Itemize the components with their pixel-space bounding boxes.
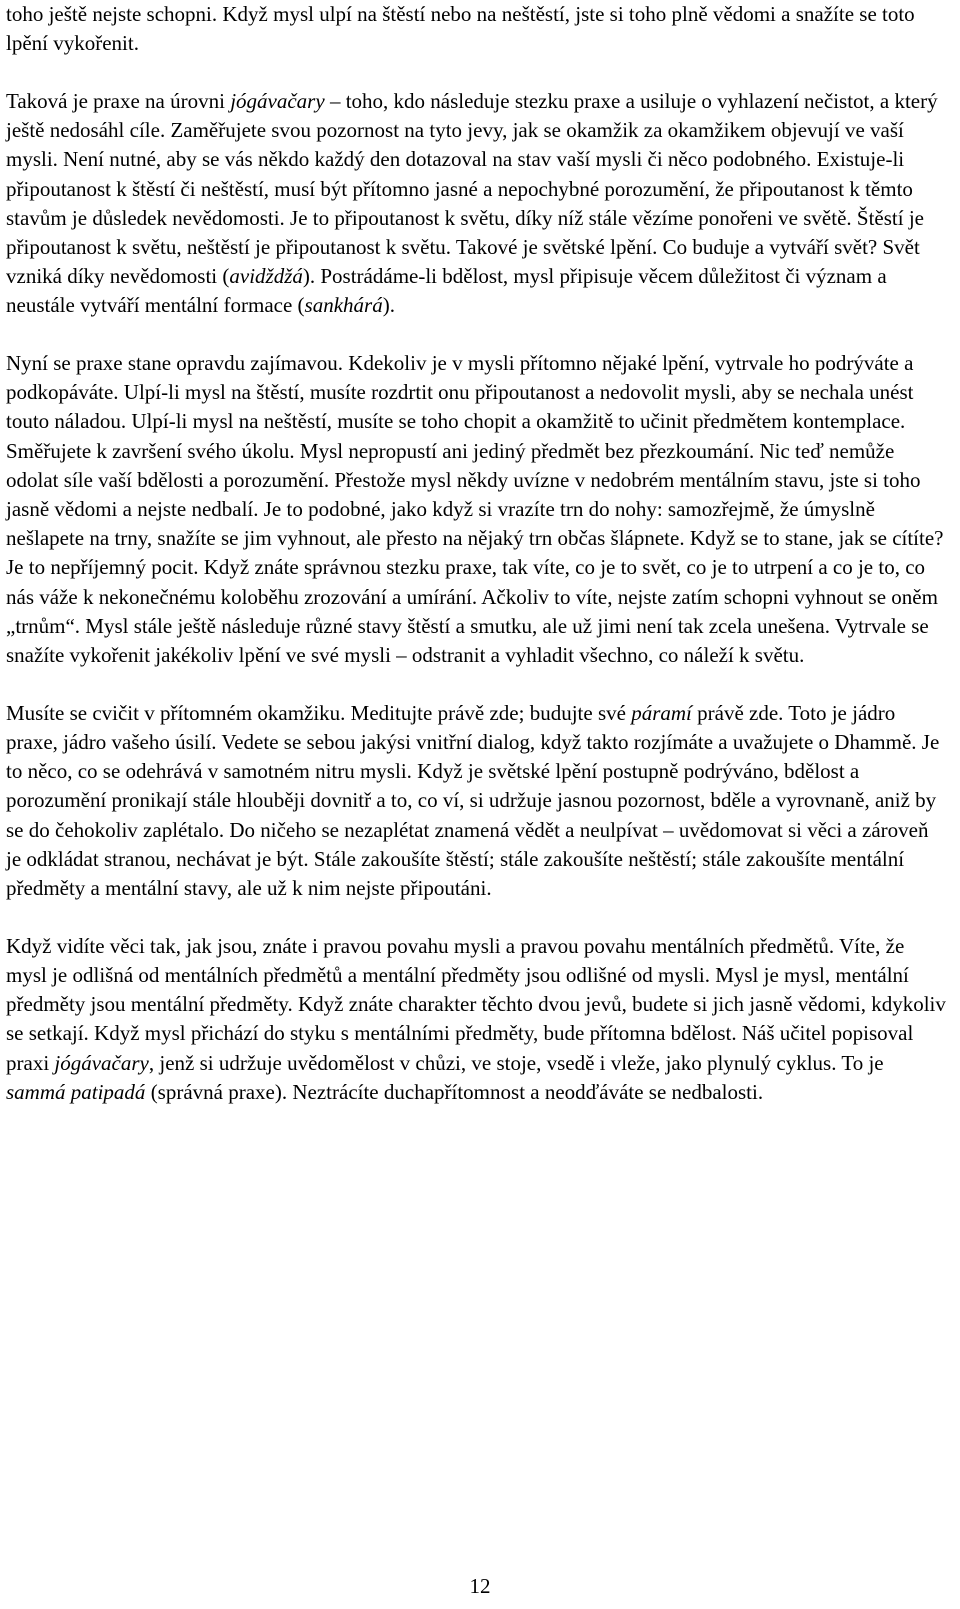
italic-term: sankhárá (304, 293, 383, 318)
text-run: toho ještě nejste schopni. Když mysl ulpí na štěstí nebo na neštěstí, jste si toho plně vědomi a snažíte se toto lpění vykořenit. (6, 2, 920, 56)
italic-term: sammá patipadá (6, 1079, 146, 1104)
paragraph (6, 87, 946, 321)
paragraph (6, 0, 946, 58)
text-run: – toho, kdo následuje stezku praxe a usiluje o vyhlazení nečistot, a který ještě nedosáhl cíle. Zaměřujete svou pozornost na tyto jevy, jak se okamžik za okamžikem objevují ve vaší mysli. Není nutné, aby se vás někdo každý den dotazoval na stav vaší mysli či něco podobného. Existuje-li připoutanost k štěstí či neštěstí, musí být přítomno jasné a nepochybné porozumění, že připoutanost k těmto stavům je důsledek nevědomosti. Je to připoutanost k světu, díky níž stále vězíme ponořeni ve světě. Štěstí je připoutanost k světu, neštěstí je připoutanost k světu. Takové je světské lpění. Co buduje a vytváří svět? Svět vzniká díky nevědomosti ( (6, 88, 943, 289)
text-run: ). (382, 293, 395, 318)
text-run: ). Postrádáme-li bdělost, mysl připisuje věcem důležitost či význam a neustále vytváří mentální formace ( (6, 264, 892, 318)
italic-term: jógávačary (230, 88, 325, 113)
page-number: 12 (469, 1574, 491, 1598)
paragraph (6, 349, 949, 670)
text-run: Nyní se praxe stane opravdu zajímavou. Kdekoliv je v mysli přítomno nějaké lpění, vytrvale ho podrýváte a podkopáváte. Ulpí-li mysl na štěstí, musíte rozdrtit onu připoutanost a nedovolit mysli, aby se nechala unést touto náladou. Ulpí-li mysl na neštěstí, musíte se toho chopit a okamžitě to učinit předmětem kontemplace. Směřujete k završení svého úkolu. Mysl nepropustí ani jediný předmět bez přezkoumání. Nic teď nemůže odolat síle vaší bdělosti a porozumění. Přestože mysl někdy uvízne v nedobrém mentálním stavu, jste si toho jasně vědomi a nejste nedbalí. Je to podobné, jako když si vrazíte trn do nohy: samozřejmě, že úmyslně nešlapete na trny, snažíte se jim vyhnout, ale přesto na nějaký trn občas šlápnete. Když se to stane, jak se cítíte? Je to nepříjemný pocit. Když znáte správnou stezku praxe, tak víte, co je to svět, co je to utrpení a co je to, co nás váže k nekonečnému koloběhu zrozování a umírání. Ačkoliv to víte, nejste zatím schopni vyhnout se oněm „trnům“. Mysl stále ještě následuje různé stavy štěstí a smutku, ale už jimi není tak zcela unešena. Vytrvale se snažíte vykořenit jakékoliv lpění ve své mysli – odstranit a vyhladit všechno, co náleží k světu. (6, 351, 949, 668)
paragraph (6, 699, 946, 903)
italic-term: jógávačary (54, 1050, 149, 1075)
text-run: právě zde. Toto je jádro praxe, jádro vašeho úsilí. Vedete se sebou jakýsi vnitřní dialog, když takto rozjímáte a uvažujete o Dhammě. Je to něco, co se odehrává v samotném nitru mysli. Když je světské lpění postupně podrýváno, bdělost a porozumění pronikají stále hlouběji dovnitř a to, co ví, si udržuje jasnou pozornost, bděle a vyrovnaně, aniž by se do čehokoliv zaplétalo. Do ničeho se nezaplétat znamená vědět a neulpívat – uvědomovat si věci a zároveň je odkládat stranou, nechávat je být. Stále zakoušíte štěstí; stále zakoušíte neštěstí; stále zakoušíte mentální předměty a mentální stavy, ale už k nim nejste připoutáni. (6, 700, 945, 900)
text-run: , jenž si udržuje uvědomělost v chůzi, ve stoje, vsedě i vleže, jako plynulý cyklus. To je (148, 1050, 889, 1075)
text-run: Musíte se cvičit v přítomném okamžiku. Meditujte právě zde; budujte své (6, 700, 632, 725)
document-page (6, 0, 952, 1135)
text-run: Taková je praxe na úrovni (6, 88, 231, 113)
document-body (6, 0, 952, 1107)
italic-term: páramí (631, 700, 692, 725)
paragraph (6, 932, 952, 1107)
text-run: Když vidíte věci tak, jak jsou, znáte i pravou povahu mysli a pravou povahu mentálních předmětů. Víte, že mysl je odlišná od mentálních předmětů a mentální předměty jsou odlišné od mysli. Mysl je mysl, mentální předměty jsou mentální předměty. Když znáte charakter těchto dvou jevů, budete si jich jasně vědomi, kdykoliv se setkají. Když mysl přichází do styku s mentálními předměty, bude přítomna bdělost. Náš učitel popisoval praxi (6, 933, 952, 1075)
italic-term: avidždžá (229, 264, 303, 289)
text-run: (správná praxe). Neztrácíte duchapřítomnost a neodďáváte se nedbalosti. (145, 1079, 764, 1104)
